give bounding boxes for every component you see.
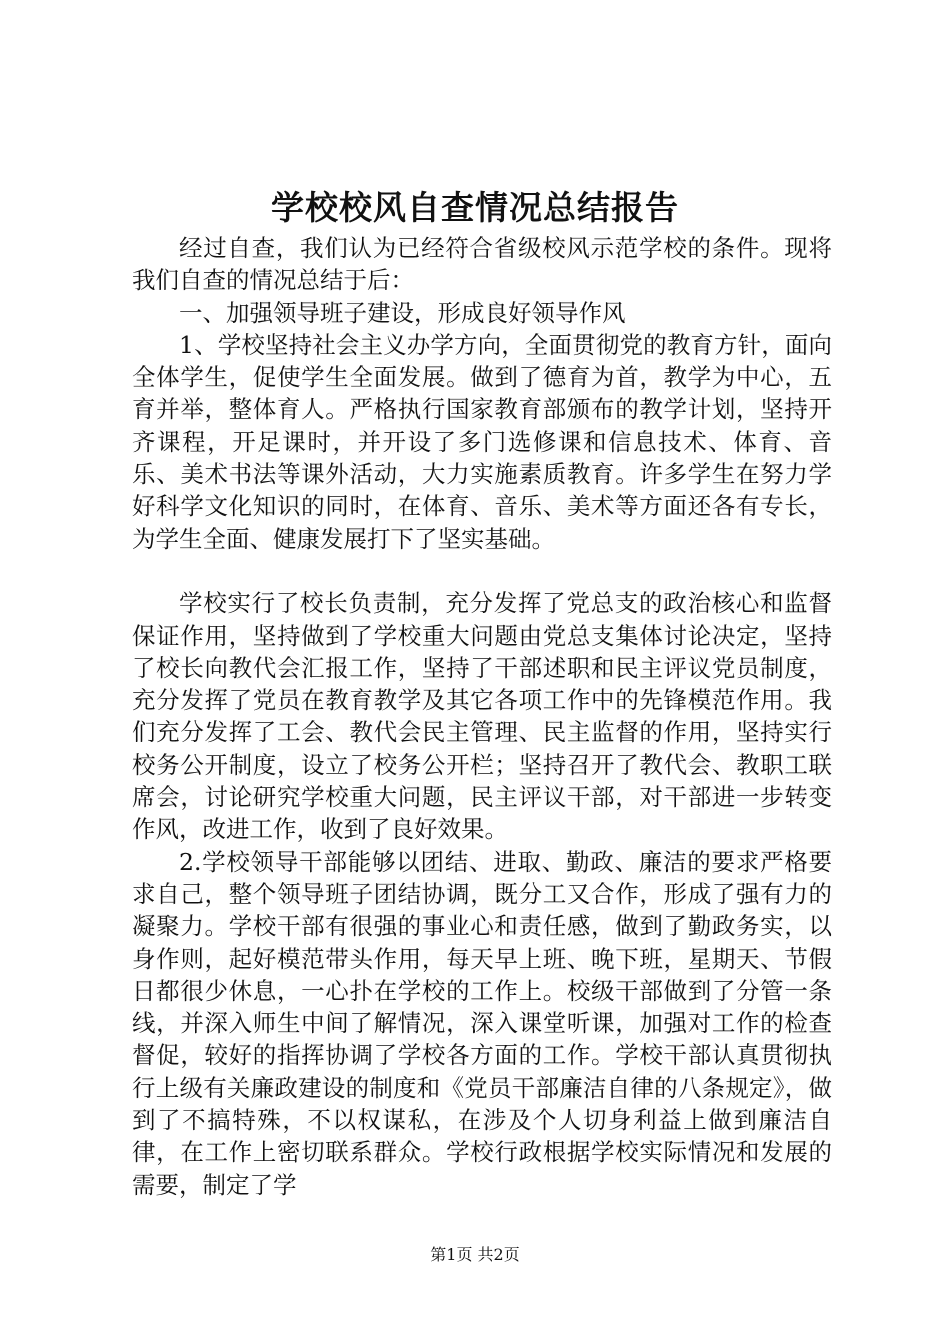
page-number: 第1页 共2页 [430, 1245, 520, 1264]
body-paragraph-2: 学校实行了校长负责制，充分发挥了党总支的政治核心和监督保证作用，坚持做到了学校重大问题由党总支集体讨论决定，坚持了校长向教代会汇报工作，坚持了干部述职和民主评议党员制度，充分发挥了党员在教育教学及其它各项工作中的先锋模范作用。我们充分发挥了工会、教代会民主管理、民主监督的作用，坚持实行校务公开制度，设立了校务公开栏；坚持召开了教代会、教职工联席会，讨论研究学校重大问题，民主评议干部，对干部进一步转变作风，改进工作，收到了良好效果。 [132, 589, 832, 844]
section-heading: 一、加强领导班子建设，形成良好领导作风 [179, 298, 626, 327]
paragraph-spacer [132, 555, 832, 587]
body-paragraph-3: 2.学校领导干部能够以团结、进取、勤政、廉洁的要求严格要求自己，整个领导班子团结协调，既分工又合作，形成了强有力的凝聚力。学校干部有很强的事业心和责任感，做到了勤政务实，以身作则，起好模范带头作用，每天早上班、晚下班，星期天、节假日都很少休息，一心扑在学校的工作上。校级干部做到了分管一条线，并深入师生中间了解情况，深入课堂听课，加强对工作的检查督促，较好的指挥协调了学校各方面的工作。学校干部认真贯彻执行上级有关廉政建设的制度和《党员干部廉洁自律的八条规定》，做到了不搞特殊，不以权谋私，在涉及个人切身利益上做到廉洁自律，在工作上密切联系群众。学校行政根据学校实际情况和发展的需要，制定了学 [132, 847, 832, 1199]
document-title: 学校校风自查情况总结报告 [271, 188, 679, 227]
body-paragraph-1: 1、学校坚持社会主义办学方向，全面贯彻党的教育方针，面向全体学生，促使学生全面发展。做到了德育为首，教学为中心，五育并举，整体育人。严格执行国家教育部颁布的教学计划，坚持开齐课程，开足课时，并开设了多门选修课和信息技术、体育、音乐、美术书法等课外活动，大力实施素质教育。许多学生在努力学好科学文化知识的同时，在体育、音乐、美术等方面还各有专长，为学生全面、健康发展打下了坚实基础。 [132, 330, 832, 553]
document-body [132, 232, 832, 1201]
intro-paragraph: 经过自查，我们认为已经符合省级校风示范学校的条件。现将我们自查的情况总结于后： [132, 234, 832, 295]
